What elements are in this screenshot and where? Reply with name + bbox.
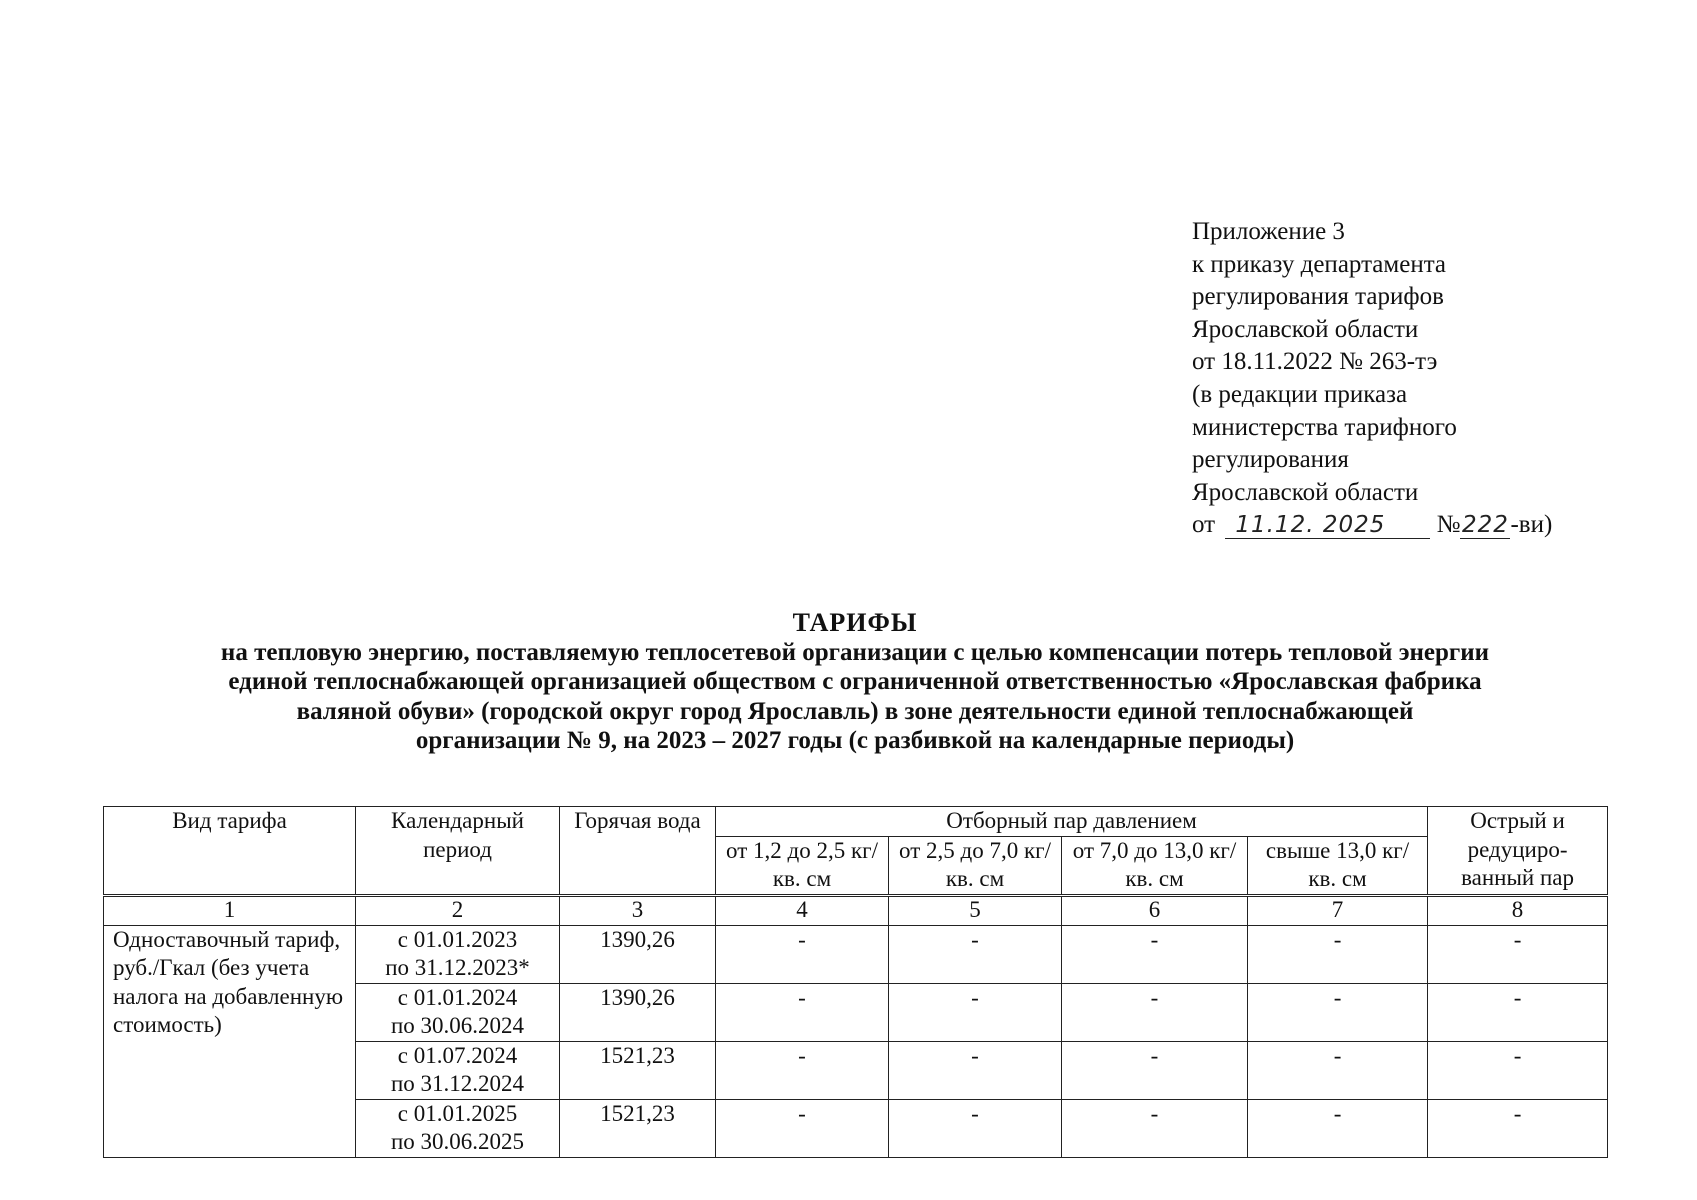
column-number: 2 (356, 895, 560, 925)
steam-3-value: - (1062, 1041, 1248, 1099)
number-sign: № (1436, 511, 1461, 539)
appendix-line: от 18.11.2022 № 263-тэ (1192, 348, 1438, 376)
column-number: 7 (1248, 895, 1428, 925)
steam-2-value: - (889, 1099, 1062, 1157)
header-steam-3: от 7,0 до 13,0 кг/ кв. см (1062, 836, 1248, 895)
steam-4-value: - (1248, 983, 1428, 1041)
header-steam-1: от 1,2 до 2,5 кг/ кв. см (716, 836, 889, 895)
document-title: ТАРИФЫ (792, 608, 918, 637)
steam-2-value: - (889, 983, 1062, 1041)
column-number: 3 (560, 895, 716, 925)
hot-water-value: 1390,26 (560, 983, 716, 1041)
handwritten-date: 11.12. 2025 (1225, 512, 1430, 539)
period-to: по 30.06.2024 (390, 1013, 525, 1038)
appendix-line: Ярославской области (1192, 315, 1419, 343)
title-line: единой теплоснабжающей организацией обществом с ограниченной ответственностью «Ярославская фабрика (228, 668, 1482, 696)
period-to: по 31.12.2024 (390, 1071, 525, 1096)
steam-2-value: - (889, 1041, 1062, 1099)
header-steam-group: Отборный пар давлением (716, 807, 1428, 837)
appendix-prefix: от (1192, 511, 1216, 539)
table-row (104, 925, 1608, 983)
period-from: с 01.01.2023 (397, 926, 518, 952)
column-number: 8 (1428, 895, 1608, 925)
appendix-last-line (1192, 509, 1552, 542)
tariffs-table (103, 806, 1608, 1158)
sharp-steam-value: - (1428, 983, 1608, 1041)
steam-4-value: - (1248, 925, 1428, 983)
period-cell (356, 925, 560, 983)
column-number: 1 (104, 895, 356, 925)
column-number-row (104, 895, 1608, 925)
steam-1-value: - (716, 983, 889, 1041)
header-row (104, 807, 1608, 837)
steam-3-value: - (1062, 983, 1248, 1041)
steam-3-value: - (1062, 925, 1248, 983)
appendix-line: министерства тарифного (1192, 413, 1457, 441)
appendix-line: регулирования тарифов (1192, 283, 1444, 311)
steam-4-value: - (1248, 1041, 1428, 1099)
sharp-steam-value: - (1428, 1099, 1608, 1157)
header-sharp-steam: Острый и редуциро-ванный пар (1428, 807, 1608, 896)
hot-water-value: 1521,23 (560, 1099, 716, 1157)
period-cell (356, 1099, 560, 1157)
handwritten-number: 222 (1462, 512, 1509, 539)
steam-1-value: - (716, 1041, 889, 1099)
period-from: с 01.01.2025 (397, 1100, 518, 1126)
tariff-type-cell: Одноставочный тариф, руб./Гкал (без учета налога на добавленную стоимость) (104, 925, 356, 1157)
appendix-line: Приложение 3 (1192, 218, 1345, 245)
steam-1-value: - (716, 925, 889, 983)
header-hot-water: Горячая вода (560, 807, 716, 896)
title-block (70, 608, 1640, 756)
header-steam-2: от 2,5 до 7,0 кг/ кв. см (889, 836, 1062, 895)
steam-2-value: - (889, 925, 1062, 983)
column-number: 5 (889, 895, 1062, 925)
period-cell (356, 1041, 560, 1099)
header-period: Календарный период (356, 807, 560, 896)
appendix-line: к приказу департамента (1192, 250, 1447, 278)
title-line: организации № 9, на 2023 – 2027 годы (с разбивкой на календарные периоды) (415, 727, 1295, 755)
appendix-suffix: -ви) (1510, 511, 1553, 539)
steam-4-value: - (1248, 1099, 1428, 1157)
title-line: валяной обуви» (городской округ город Ярославль) в зоне деятельности единой теплоснабжающей (296, 697, 1414, 725)
appendix-line: регулирования (1192, 446, 1349, 474)
hot-water-value: 1390,26 (560, 925, 716, 983)
steam-1-value: - (716, 1099, 889, 1157)
appendix-line: (в редакции приказа (1192, 380, 1408, 408)
period-from: с 01.01.2024 (397, 984, 518, 1010)
header-steam-4: свыше 13,0 кг/ кв. см (1248, 836, 1428, 895)
period-to: по 31.12.2023* (385, 955, 530, 980)
period-cell (356, 983, 560, 1041)
appendix-block (1192, 216, 1552, 542)
appendix-line: Ярославской области (1192, 478, 1419, 506)
title-line: на тепловую энергию, поставляемую теплосетевой организации с целью компенсации потерь тепловой энергии (220, 638, 1490, 666)
header-type: Вид тарифа (104, 807, 356, 896)
period-to: по 30.06.2025 (390, 1129, 525, 1154)
hot-water-value: 1521,23 (560, 1041, 716, 1099)
steam-3-value: - (1062, 1099, 1248, 1157)
period-from: с 01.07.2024 (397, 1042, 518, 1068)
sharp-steam-value: - (1428, 925, 1608, 983)
sharp-steam-value: - (1428, 1041, 1608, 1099)
column-number: 4 (716, 895, 889, 925)
column-number: 6 (1062, 895, 1248, 925)
